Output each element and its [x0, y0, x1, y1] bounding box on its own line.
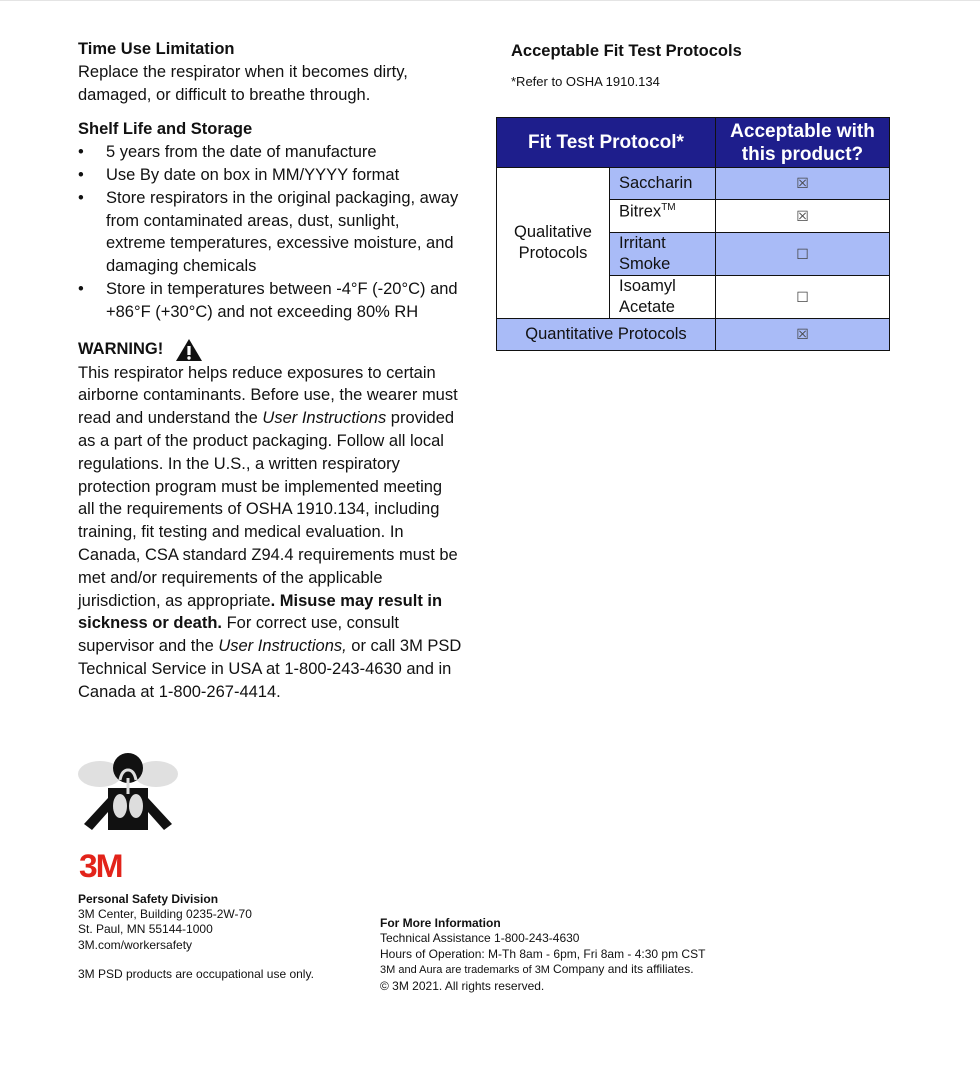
shelf-life-list [78, 141, 463, 323]
list-item: • Use By date on box in MM/YYYY format [78, 164, 463, 187]
bullet-icon: • [78, 188, 84, 207]
protocol-name: Saccharin [610, 168, 716, 200]
table-header-row [497, 118, 890, 168]
bullet-icon: • [78, 279, 84, 298]
address-line-1: 3M Center, Building 0235-2W-70 [78, 907, 252, 922]
3m-logo: 3M [79, 848, 122, 884]
more-info-title: For More Information [380, 916, 501, 930]
checkbox-icon: ☒ [715, 319, 889, 351]
list-item: • Store in temperatures between -4°F (-20°C) and +86°F (+30°C) and not exceeding 80% RH [78, 279, 458, 321]
header-protocol: Fit Test Protocol* [497, 118, 716, 168]
table-row [497, 319, 890, 351]
checkbox-icon: ☐ [715, 276, 889, 319]
occupational-note: 3M PSD products are occupational use only. [78, 967, 314, 981]
checkbox-icon: ☒ [715, 200, 889, 233]
protocol-name: Isoamyl Acetate [610, 276, 716, 319]
address-block [78, 892, 252, 953]
time-use-text: Replace the respirator when it becomes dirty, damaged, or difficult to breathe through. [78, 62, 408, 104]
fit-test-note: *Refer to OSHA 1910.134 [511, 74, 660, 89]
list-item: • 5 years from the date of manufacture [78, 141, 463, 164]
website: 3M.com/workersafety [78, 937, 193, 952]
warning-text: This respirator helps reduce exposures to certain airborne contaminants. Before use, the wearer must read and understand the User Instructions provided as a part of the product packaging. Follow all local regulations. In the U.S., a written respiratory protection program must be implemented meeting all the requirements of OSHA 1910.134, including training, fit testing and medical evaluation. In Canada, CSA standard Z94.4 requirements must be met and/or requirements of the applicable jurisdiction, as appropriate. Misuse may result in sickness or death. For correct use, consult supervisor and the User Instructions, or call 3M PSD Technical Service in USA at 1-800-243-4630 and in Canada at 1-800-267-4414. [78, 363, 462, 701]
quantitative-label: Quantitative Protocols [497, 319, 716, 351]
warning-triangle-icon [175, 338, 203, 362]
address-line-2: St. Paul, MN 55144-1000 [78, 922, 213, 937]
respiratory-hazard-pictogram-icon [78, 752, 178, 832]
protocol-name: Bitrex™ [610, 200, 716, 233]
table-row [497, 168, 890, 200]
header-acceptable: Acceptable with this product? [715, 118, 889, 168]
more-info-block [380, 916, 705, 994]
protocol-name: Irritant Smoke [610, 233, 716, 276]
fit-test-table [496, 117, 890, 351]
top-border [0, 0, 980, 1]
checkbox-icon: ☐ [715, 233, 889, 276]
tech-assistance: Technical Assistance 1-800-243-4630 [380, 931, 580, 946]
warning-heading [78, 338, 463, 362]
trademark: 3M and Aura are trademarks of 3M Company and its affiliates. [380, 962, 694, 977]
checkbox-icon: ☒ [715, 168, 889, 200]
bullet-icon: • [78, 143, 84, 162]
division-name: Personal Safety Division [78, 892, 219, 906]
list-item: • Store respirators in the original packaging, away from contaminated areas, dust, sunlight, extreme temperatures, excessive moisture, and damaging chemicals [78, 188, 459, 276]
time-use-title: Time Use Limitation [78, 40, 235, 58]
shelf-life-title: Shelf Life and Storage [78, 120, 253, 139]
copyright: © 3M 2021. All rights reserved. [380, 978, 545, 993]
hours: Hours of Operation: M-Th 8am - 6pm, Fri 8am - 4:30 pm CST [380, 946, 706, 961]
bullet-icon: • [78, 165, 84, 184]
qualitative-label: Qualitative Protocols [497, 168, 610, 319]
warning-title: WARNING! [78, 340, 164, 359]
left-column [78, 38, 463, 704]
fit-test-title: Acceptable Fit Test Protocols [511, 42, 742, 60]
